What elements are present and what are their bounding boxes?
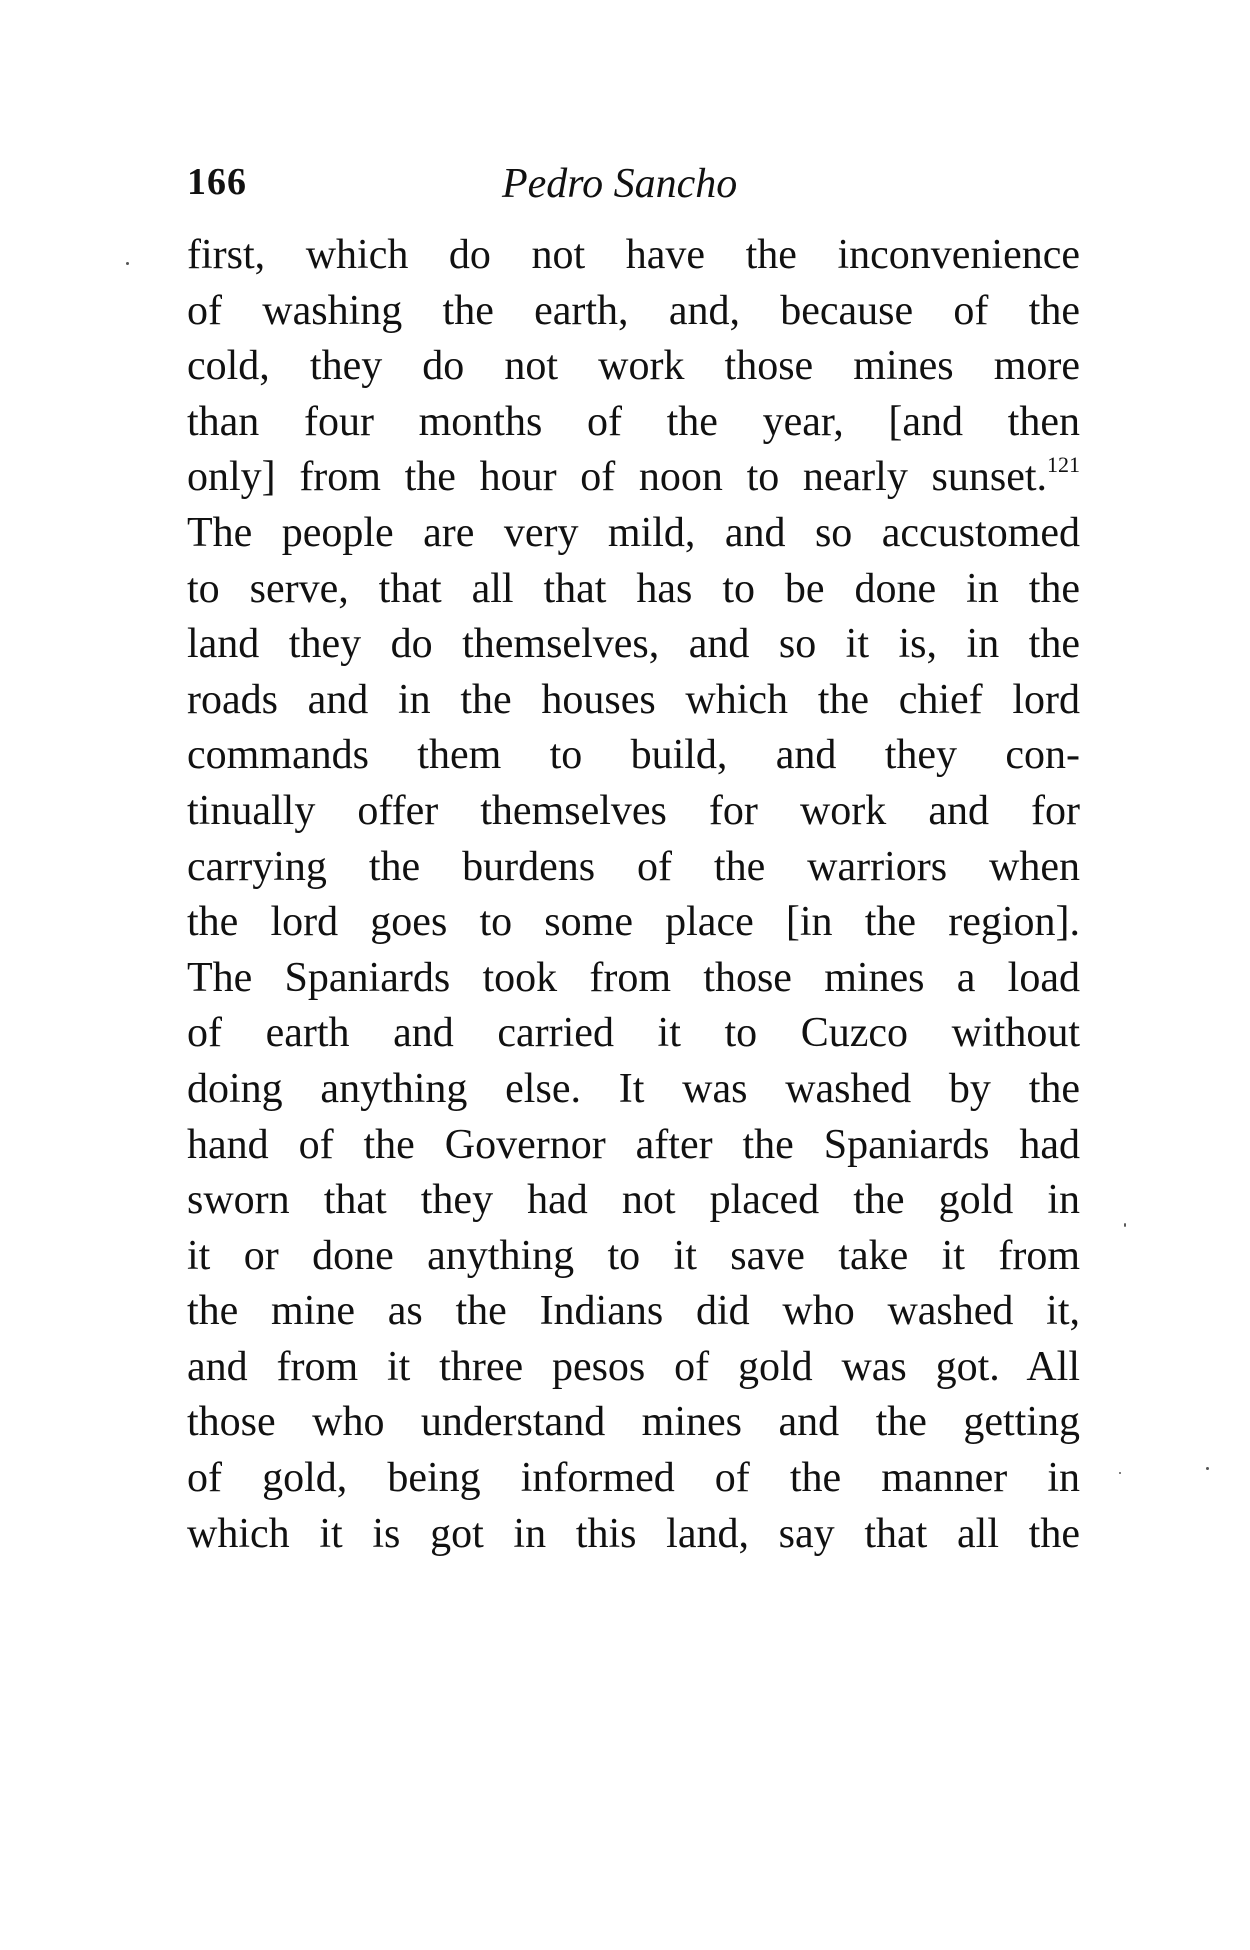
text-line: than four months of the year, [and then xyxy=(187,398,1080,445)
text-line: tinually offer themselves for work and for xyxy=(187,787,1080,834)
scan-speck xyxy=(1119,1472,1121,1474)
page-number: 166 xyxy=(187,161,247,203)
text-line: of earth and carried it to Cuzco without xyxy=(187,1010,1080,1057)
text-line: it or done anything to it save take it from xyxy=(187,1232,1080,1279)
text-line: of washing the earth, and, because of the xyxy=(187,287,1080,334)
text-line: cold, they do not work those mines more xyxy=(187,343,1080,390)
text-line: The people are very mild, and so accustomed xyxy=(187,509,1080,556)
text-line: first, which do not have the inconvenience xyxy=(187,232,1080,278)
running-head: Pedro Sancho xyxy=(502,161,738,207)
text-line: hand of the Governor after the Spaniards had xyxy=(187,1121,1080,1168)
text-line: commands them to build, and they con- xyxy=(187,732,1080,779)
scan-speck xyxy=(1124,1223,1126,1227)
text-line: The Spaniards took from those mines a load xyxy=(187,954,1080,1001)
page-header xyxy=(187,150,1080,210)
text-line: those who understand mines and the getting xyxy=(187,1399,1080,1446)
body-text xyxy=(187,228,1080,1562)
text-line: and from it three pesos of gold was got. All xyxy=(187,1343,1080,1390)
text-line: to serve, that all that has to be done in the xyxy=(187,565,1080,612)
text-line: carrying the burdens of the warriors when xyxy=(187,843,1080,890)
text-line: which it is got in this land, say that all the xyxy=(187,1510,1080,1557)
scan-speck xyxy=(126,262,129,265)
text-line: of gold, being informed of the manner in xyxy=(187,1455,1080,1502)
text-line: roads and in the houses which the chief lord xyxy=(187,676,1080,723)
footnote-reference: 121 xyxy=(1047,452,1080,478)
text-line: sworn that they had not placed the gold in xyxy=(187,1177,1080,1224)
text-line: land they do themselves, and so it is, in the xyxy=(187,621,1080,668)
scan-speck xyxy=(1206,1467,1209,1470)
text-line: the mine as the Indians did who washed it, xyxy=(187,1288,1080,1335)
text-line: the lord goes to some place [in the region]. xyxy=(187,899,1080,946)
text-line: doing anything else. It was washed by the xyxy=(187,1065,1080,1112)
text-line: only] from the hour of noon to nearly sunset.$^{121}$ xyxy=(187,452,1080,501)
